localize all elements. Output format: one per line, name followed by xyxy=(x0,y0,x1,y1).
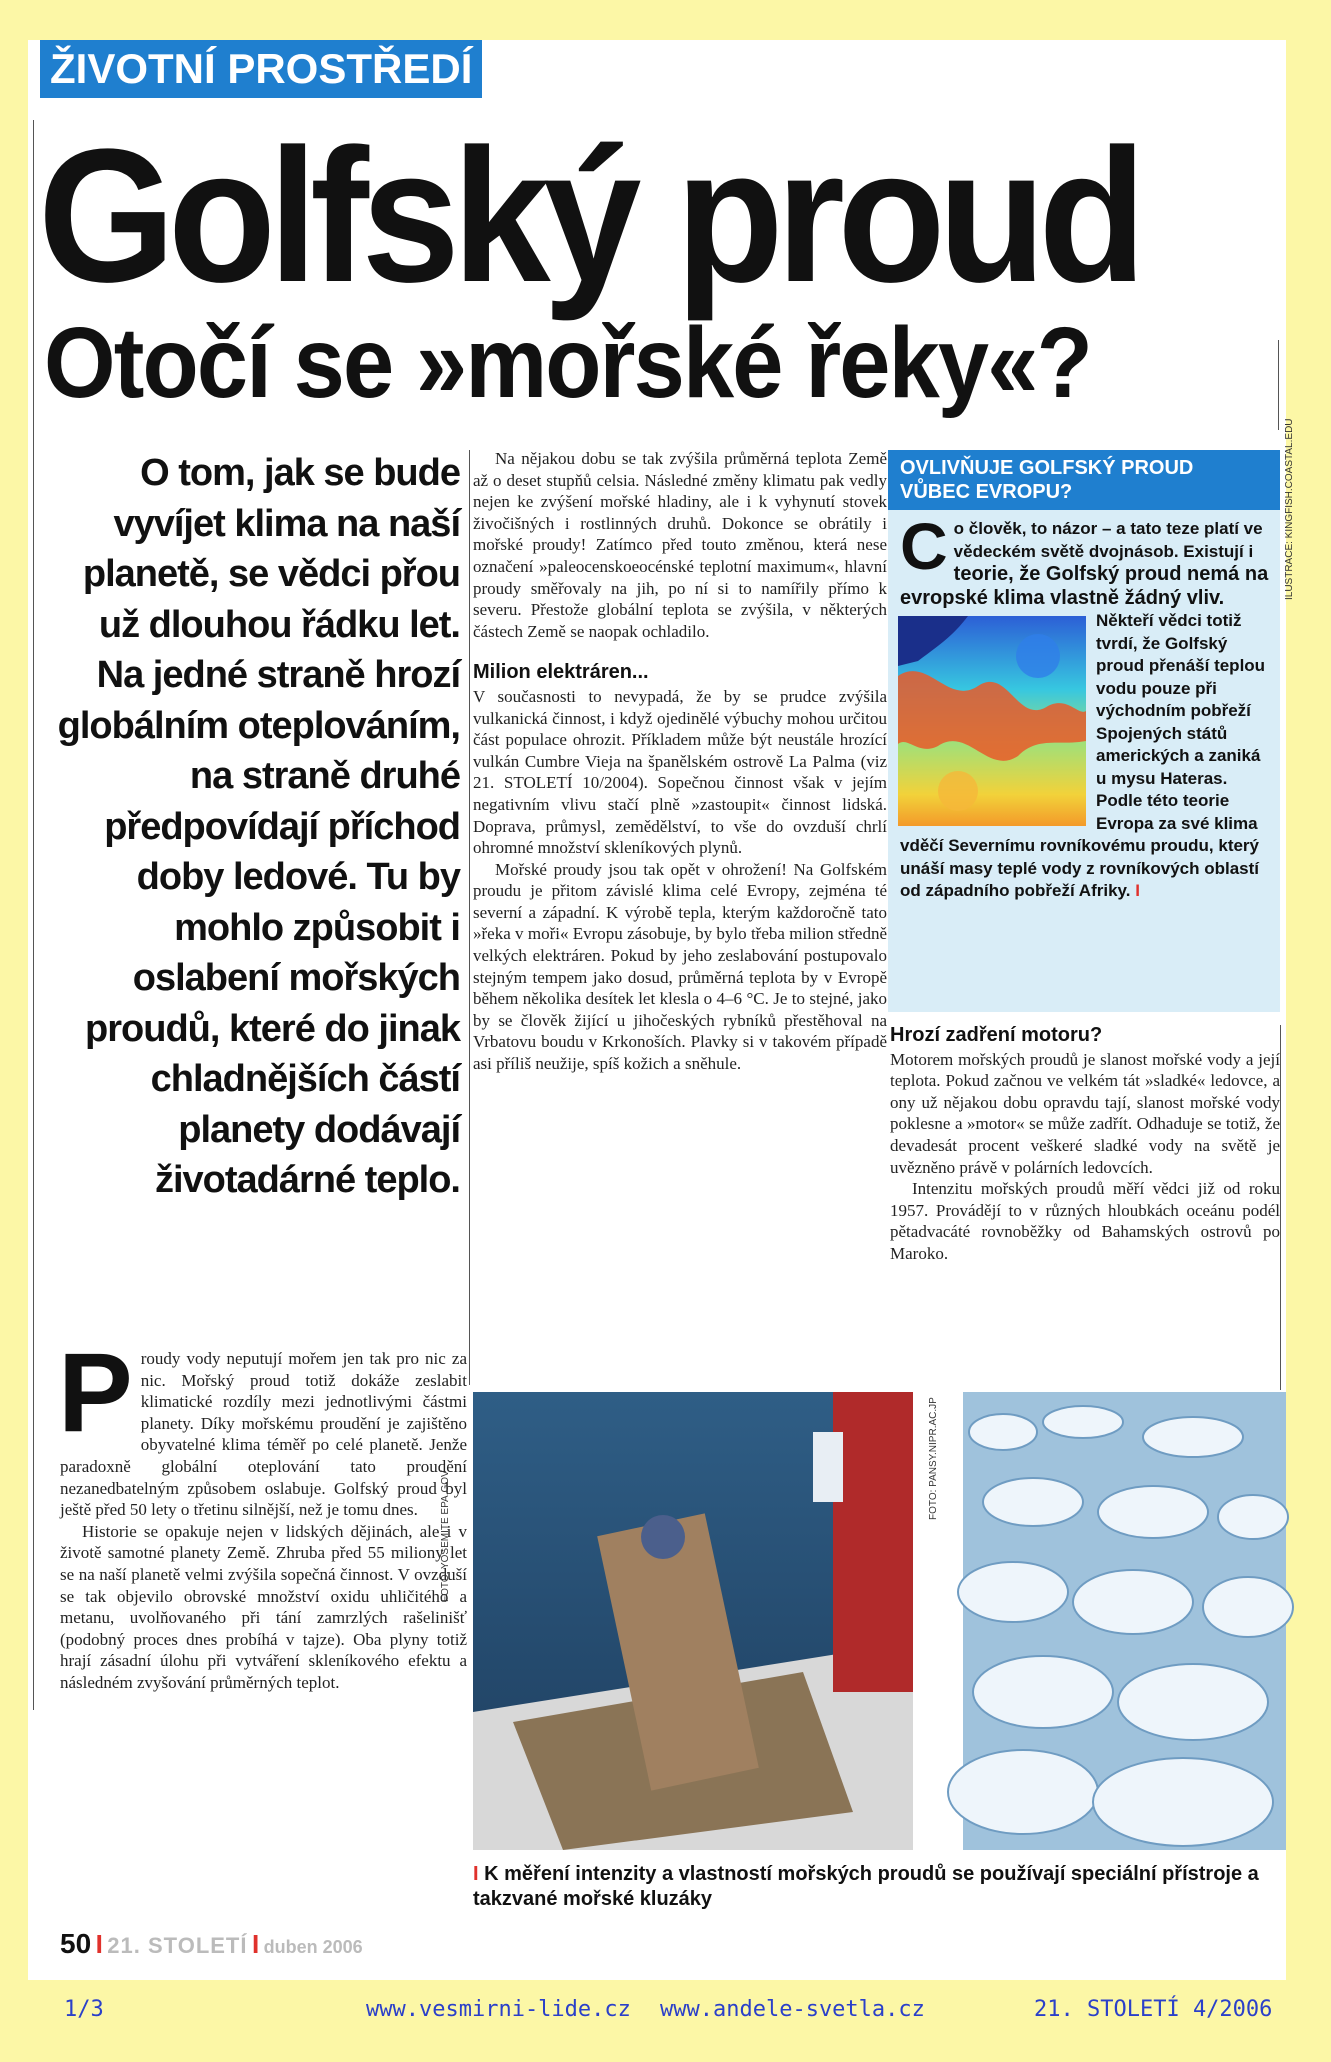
photo-caption xyxy=(473,1862,1273,1912)
footer-separator: I xyxy=(251,1929,260,1959)
paragraph: Intenzitu mořských proudů měří vědci již od roku 1957. Provádějí to v různých hloubkách oceánu podél pětadvacáté rovnoběžky od Bahamských ostrovů po Maroko. xyxy=(890,1179,1280,1263)
sidebar-text: Někteří vědci totiž tvrdí, že Golfský proud přenáší teplou vodu pouze při východním pobřeží Spojených států amerických a zaniká u mysu Hateras. Podle této teorie Evropa za své klima vděčí Severnímu rovníkovému proudu, který unáší masy teplé vody z rovníkových oblastí od západního pobřeží Afriky. xyxy=(900,611,1266,900)
sidebar-text: o člověk, to názor – a tato teze platí ve vědeckém světě dvojnásob. Existují i xyxy=(953,519,1263,561)
paragraph: V současnosti to nevypadá, že by se prudce zvýšila vulkanická činnost, i když ojedinělé výbuchy mohou určitou část populace ohrozit. Příkladem může být neustále hrozící vulkán Cumbre Vieja na španělském ostrově La Palma (viz 21. STOLETÍ 10/2004). Sopečnou činnost však v jejím negativním vlivu stačí plně »zastoupit« činnost lidská. Doprava, průmysl, zemědělství, to vše do ovzduší chrlí ohromné množství skleníkových plynů. xyxy=(473,686,887,858)
page-number: 50 xyxy=(60,1928,92,1959)
paragraph: Mořské proudy jsou tak opět v ohrožení! Na Golfském proudu je přitom závislé klima celé Evropy, zejména té severní a západní. K výrobě tepla, kterým každoročně tato »řeka v moři« Evropu zásobuje, by bylo třeba milion středně velkých elektráren. Pokud by jeho zeslabování postupovalo stejným tempem jako dosud, průměrná teplota by v Evropě během několika desítek let klesla o 4–6 °C. Je to stejné, jako by se člověk žijící u jihočeských rybníků přestěhoval na Vrbatovu boudu v Krkonoších. Plavky si v takovém případě asi příliš neužije, spíš kožich a sněhule. xyxy=(473,859,887,1074)
url-link[interactable]: www.vesmirni-lide.cz xyxy=(366,1997,631,2022)
photo-credit: FOTO: YOSEMITE EPA.GOV xyxy=(440,1470,451,1602)
paragraph: Motorem mořských proudů je slanost mořské vody a její teplota. Pokud začnou ve velkém tát »sladké« ledovce, a ony už nějakou dobu opravdu tají, slanost mořské vody poklesne a »motor« se může zadřít. Odhaduje se totiž, že devadesát procent veškeré sladké vody na světě je uvězněno právě v polárních ledovcích. xyxy=(890,1049,1280,1177)
sidebar-box xyxy=(888,450,1280,1012)
column-rule xyxy=(1280,1025,1281,1390)
column-rule xyxy=(1278,340,1279,430)
column-rule xyxy=(469,450,470,1385)
photo-sea-ice xyxy=(963,1392,1286,1850)
photo-measuring-device xyxy=(473,1392,913,1850)
footer-separator: I xyxy=(95,1929,103,1959)
magazine-page xyxy=(28,40,1295,1980)
section-tag: ŽIVOTNÍ PROSTŘEDÍ xyxy=(40,40,482,98)
article-column-1 xyxy=(58,1330,467,1694)
photo-credit: FOTO: PANSY.NIPR.AC.JP xyxy=(928,1397,939,1520)
issue-label: 21. STOLETÍ 4/2006 xyxy=(1034,1997,1273,2022)
drop-cap: C xyxy=(900,509,948,583)
article-column-3 xyxy=(890,1025,1280,1265)
lead-paragraph: O tom, jak se bude vyvíjet klima na naší planetě, se vědci přou už dlouhou řádku let. Na jedné straně hrozí globálním oteplováním, na straně druhé předpovídají příchod doby ledové. Tu by mohlo způsobit i oslabení mořských proudů, které do jinak chladnějších částí planety dodávají životadárné teplo. xyxy=(57,452,460,1201)
issue-date: duben 2006 xyxy=(263,1937,363,1957)
page-counter: 1/3 xyxy=(64,1997,104,2022)
sidebar-body xyxy=(888,510,1280,903)
sidebar-emphasis: teorie, že Golfský proud nemá na evropské klima vlastně žádný vliv. xyxy=(900,563,1269,609)
headline: Golfský proud xyxy=(38,110,1140,322)
article-column-2 xyxy=(473,448,887,1075)
sidebar-heading: OVLIVŇUJE GOLFSKÝ PROUD VŮBEC EVROPU? xyxy=(888,450,1280,510)
url-link[interactable]: www.andele-svetla.cz xyxy=(660,1997,925,2022)
paragraph: roudy vody neputují mořem jen tak pro nic za nic. Mořský proud totiž dokáže zeslabit klimatické rozdíly mezi jednotlivými částmi planety. Díky mořskému proudění je zajištěno obyvatelné klima téměř po celé planetě. Jenže paradoxně globální oteplování tato proudění nezanedbatelným způsobem oslabuje. Golfský proud byl ještě před 50 lety o třetinu silnější, než je tomu dnes. xyxy=(60,1349,467,1520)
magazine-name: 21. STOLETÍ xyxy=(107,1933,248,1958)
paragraph: Na nějakou dobu se tak zvýšila průměrná teplota Země až o deset stupňů celsia. Následné změny klimatu pak vedly nejen ke zvýšení mořské hladiny, ale i k vyhynutí stovek živočišných i rostlinných druhů. Dokonce se obrátily i mořské proudy! Zatímco před touto změnou, která nese označení »paleocenskoeocénské teplotní maximum«, hlavní proudy směřovaly na jih, po ní si to namířily přímo k severu. Přestože globální teplota se zvýšila, v některých částech Země se naopak ochladilo. xyxy=(473,449,887,641)
caption-mark: I xyxy=(473,1863,479,1885)
ocean-temperature-map xyxy=(898,616,1086,826)
subheadline: Otočí se »mořské řeky«? xyxy=(44,307,1091,419)
end-mark: I xyxy=(1135,881,1140,900)
column-rule xyxy=(33,120,34,1710)
paragraph: Historie se opakuje nejen v lidských dějinách, ale i v životě samotné planety Země. Zhruba před 55 miliony let se na naší planetě velmi zvýšila sopečná činnost. V ovzduší se tak objevilo obrovské množství oxidu uhličitého a metanu, uvolňovaného při tání zamrzlých rašelinišť (podobný proces dnes probíhá v tajze). Oba plyny totiž hrají zásadní úlohu při vytváření skleníkového efektu a následném zvyšování průměrných teplot. xyxy=(60,1521,467,1692)
page-footer xyxy=(60,1928,363,1960)
caption-text: K měření intenzity a vlastností mořských proudů se používají speciální přístroje a takzvané mořské kluzáky xyxy=(473,1863,1259,1910)
illustration-credit: ILUSTRACE: KINGFISH.COASTAL.EDU xyxy=(1284,418,1295,600)
section-heading: Hrozí zadření motoru? xyxy=(890,1024,1103,1046)
section-heading: Milion elektráren... xyxy=(473,661,649,684)
drop-cap: P xyxy=(58,1330,133,1455)
